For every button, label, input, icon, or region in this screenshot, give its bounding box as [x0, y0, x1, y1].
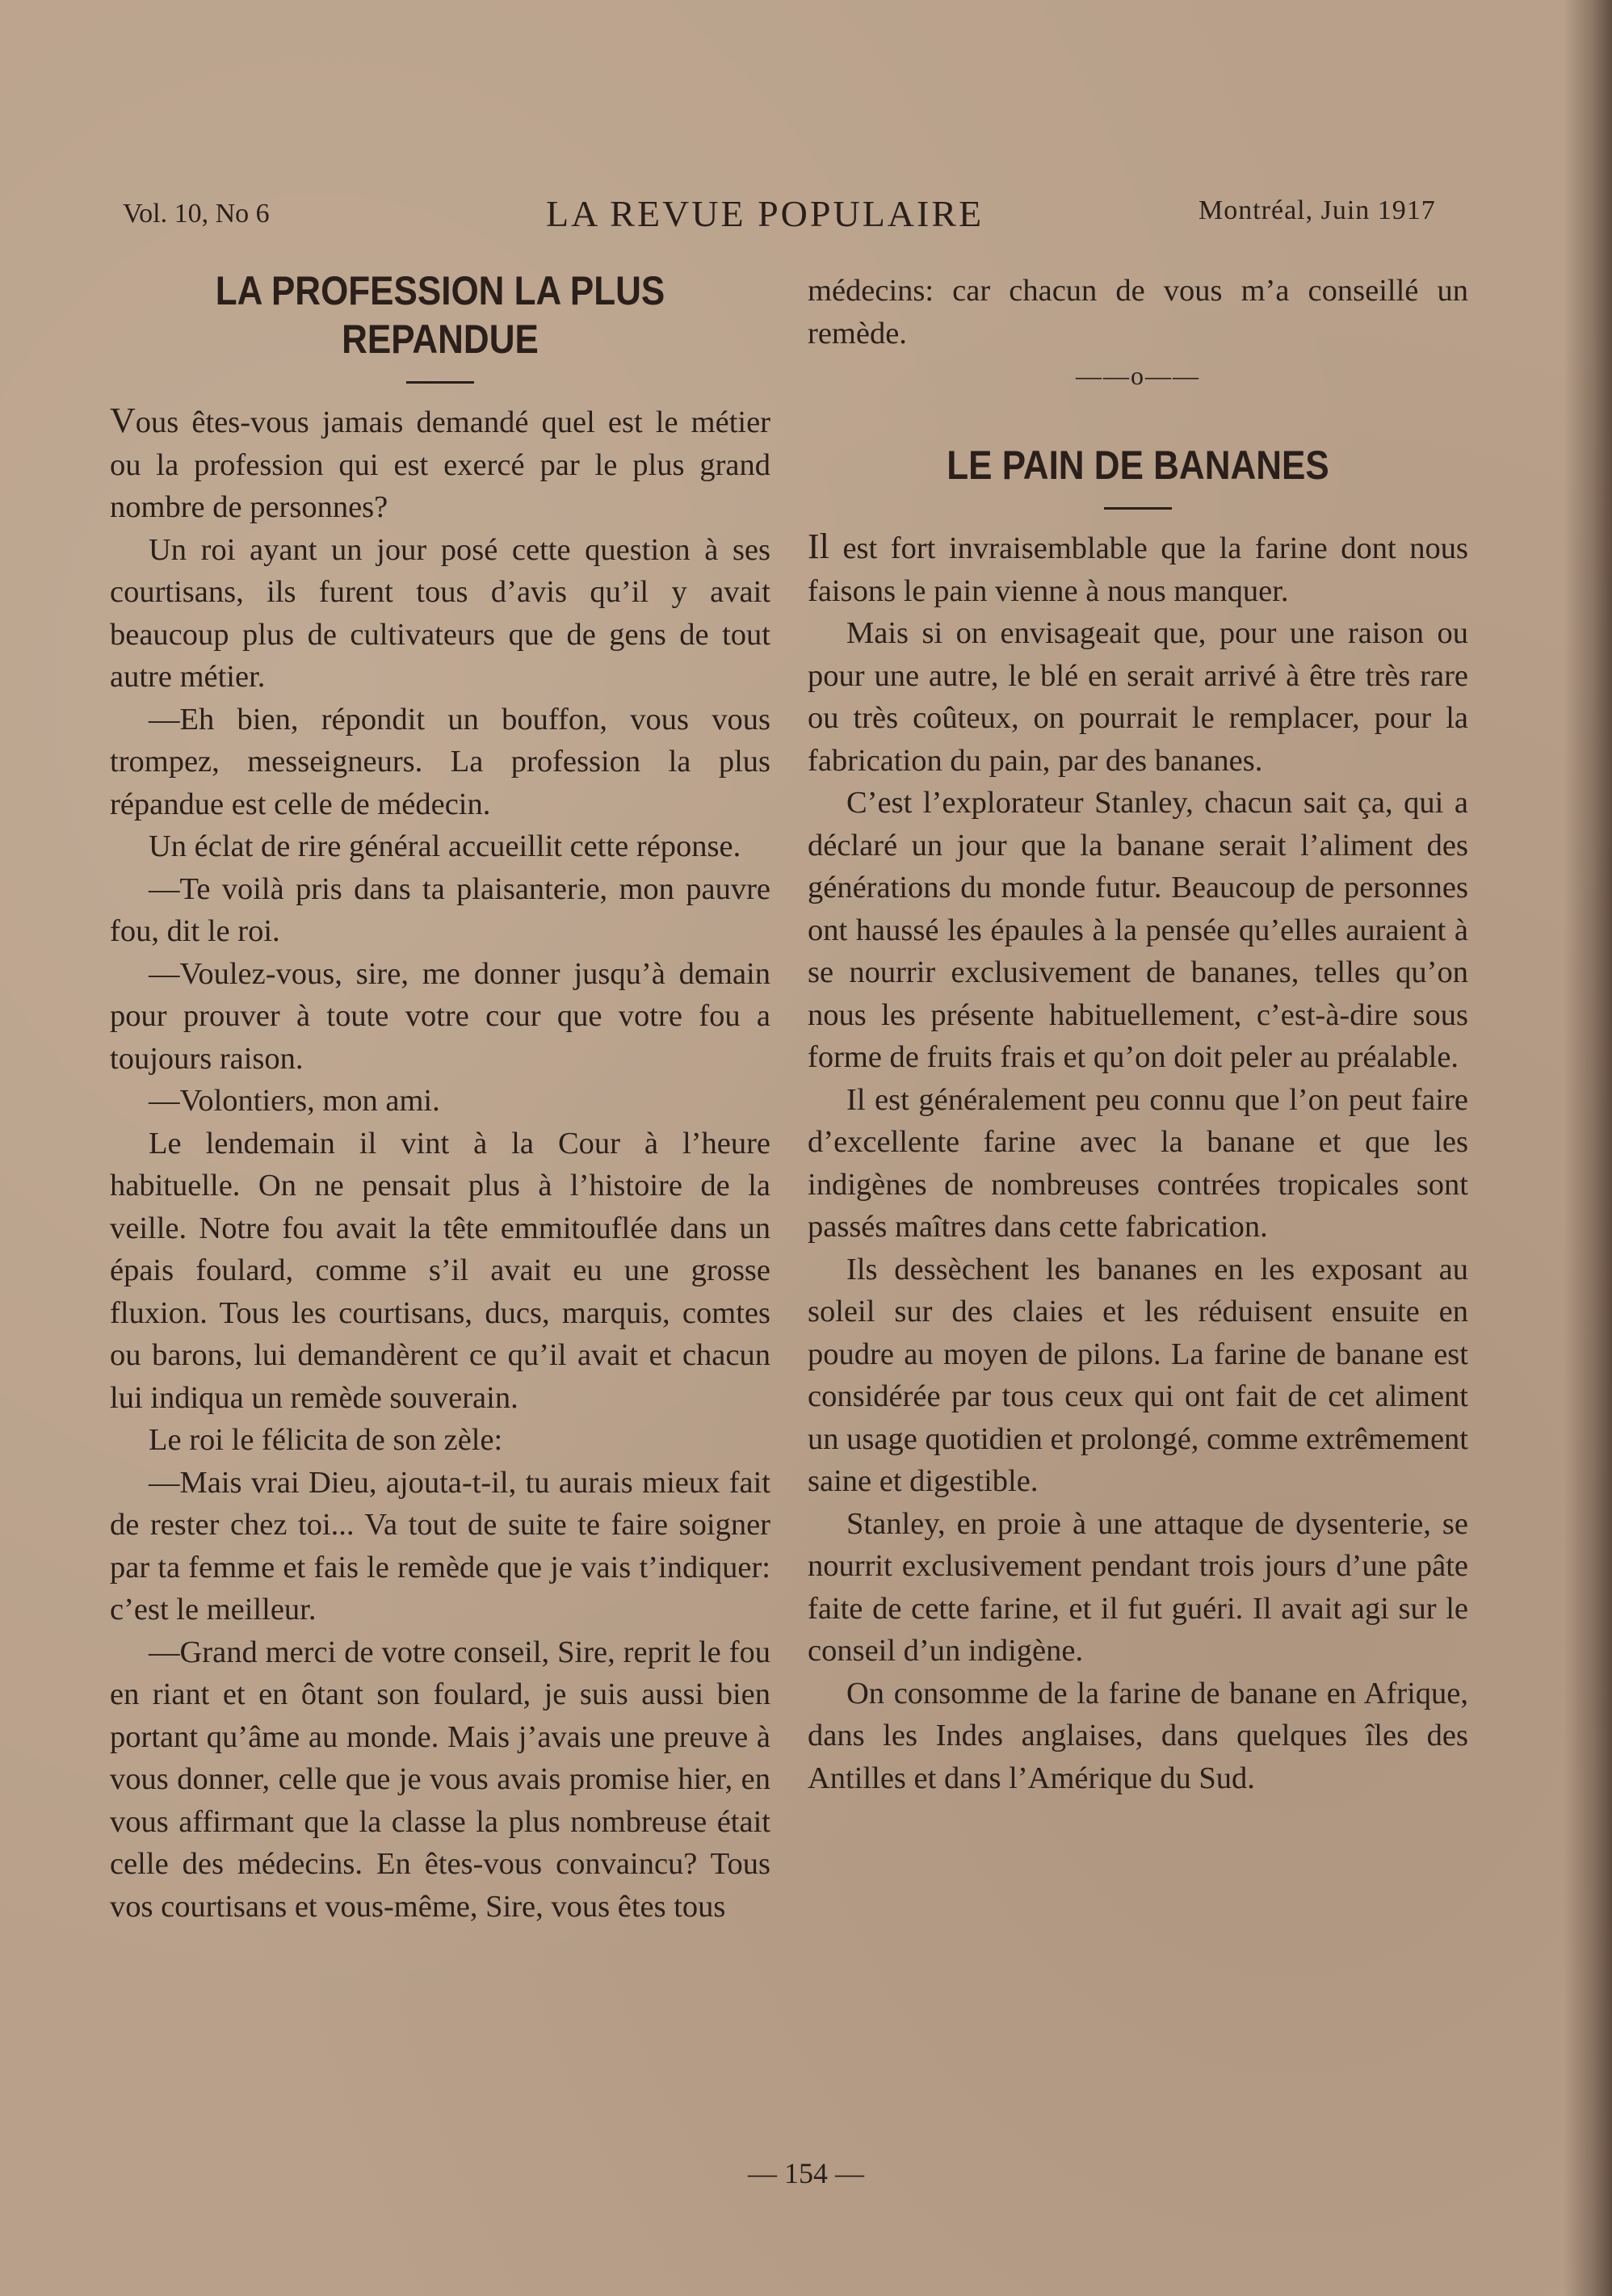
article-paragraph: —Mais vrai Dieu, ajouta-t-il, tu aurais mieux fait de rester chez toi... Va tout de suite te faire soigner par ta femme et fais le remède que je vais t’indiquer: c’est le meilleur.	[110, 1465, 770, 1627]
article-paragraph: Mais si on envisageait que, pour une raison ou pour une autre, le blé en serait arrivé à être très rare ou très coûteux, on pourrait le remplacer, pour la fabrication du pain, par des bananes.	[808, 616, 1468, 778]
title-rule	[406, 381, 474, 384]
article-paragraph: —Eh bien, répondit un bouffon, vous vous trompez, messeigneurs. La profession la plus répandue est celle de médecin.	[110, 702, 770, 821]
left-column	[110, 267, 770, 1928]
article-paragraph: —Volontiers, mon ami.	[149, 1084, 440, 1118]
article-title: LA PROFESSION LA PLUS REPANDUE	[215, 268, 665, 362]
page-header	[0, 192, 1612, 241]
article-paragraph: Le roi le félicita de son zèle:	[149, 1423, 503, 1457]
article-paragraph: C’est l’explorateur Stanley, chacun sait ça, qui a déclaré un jour que la banane serait l’aliment des générations du monde futur. Beaucoup de personnes ont haussé les épaules à la pensée qu’elles auraient à se nourrir exclusivement de bananes, telles qu’on nous les présente habituellement, c’est-à-dire sous forme de fruits frais et qu’on doit peler au préalable.	[808, 786, 1468, 1074]
page-number: — 154 —	[748, 2157, 864, 2189]
article-paragraph: Stanley, en proie à une attaque de dysenterie, se nourrit exclusivement pendant trois jours d’une pâte faite de cette farine, et il fut guéri. Il avait agi sur le conseil d’un indigène.	[808, 1506, 1468, 1668]
article-paragraph: Il est fort invraisemblable que la farine dont nous faisons le pain vienne à nous manquer.	[808, 527, 1468, 608]
article-paragraph: —Voulez-vous, sire, me donner jusqu’à demain pour prouver à toute votre cour que votre fou a toujours raison.	[110, 956, 770, 1076]
section-separator: ——o——	[1076, 361, 1200, 390]
date-line: Montréal, Juin 1917	[1199, 195, 1436, 225]
publication-title: LA REVUE POPULAIRE	[546, 193, 984, 234]
article-paragraph: —Te voilà pris dans ta plaisanterie, mon pauvre fou, dit le roi.	[110, 871, 770, 948]
right-column	[808, 267, 1468, 1799]
article-paragraph: On consomme de la farine de banane en Afrique, dans les Indes anglaises, dans quelques îles des Antilles et dans l’Amérique du Sud.	[808, 1676, 1468, 1795]
article-paragraph: Un éclat de rire général accueillit cette réponse.	[149, 829, 741, 863]
article-paragraph: Ils dessèchent les bananes en les exposant au soleil sur des claies et les réduisent ensuite en poudre au moyen de pilons. La farine de banane est considérée par tous ceux qui ont fait de cet aliment un usage quotidien et prolongé, comme extrêmement saine et digestible.	[808, 1252, 1468, 1498]
article-paragraph: —Grand merci de votre conseil, Sire, reprit le fou en riant et en ôtant son foulard, je suis aussi bien portant qu’âme au monde. Mais j’avais une preuve à vous donner, celle que je vous avais promise hier, en vous affirmant que la classe la plus nombreuse était celle des médecins. En êtes-vous convaincu? Tous vos courtisans et vous-même, Sire, vous êtes tous	[110, 1635, 770, 1924]
article-paragraph: Le lendemain il vint à la Cour à l’heure habituelle. On ne pensait plus à l’histoire de la veille. Notre fou avait la tête emmitouflée dans un épais foulard, comme s’il avait eu une grosse fluxion. Tous les courtisans, ducs, marquis, comtes ou barons, lui demandèrent ce qu’il avait et chacun lui indiqua un remède souverain.	[110, 1126, 770, 1415]
article-paragraph: Un roi ayant un jour posé cette question à ses courtisans, ils furent tous d’avis qu’il y avait beaucoup plus de cultivateurs que de gens de tout autre métier.	[110, 532, 770, 694]
page-spine-shadow	[1564, 0, 1612, 2296]
article-continuation: médecins: car chacun de vous m’a conseillé un remède.	[808, 274, 1468, 350]
volume-number: Vol. 10, No 6	[123, 199, 270, 229]
article-paragraph: Il est généralement peu connu que l’on peut faire d’excellente farine avec la banane et que les indigènes de nombreuses contrées tropicales sont passés maîtres dans cette fabrication.	[808, 1082, 1468, 1244]
article-title: LE PAIN DE BANANES	[947, 443, 1329, 488]
title-rule	[1104, 507, 1172, 510]
article-paragraph: Vous êtes-vous jamais demandé quel est le métier ou la profession qui est exercé par le plus grand nombre de personnes?	[110, 401, 770, 524]
